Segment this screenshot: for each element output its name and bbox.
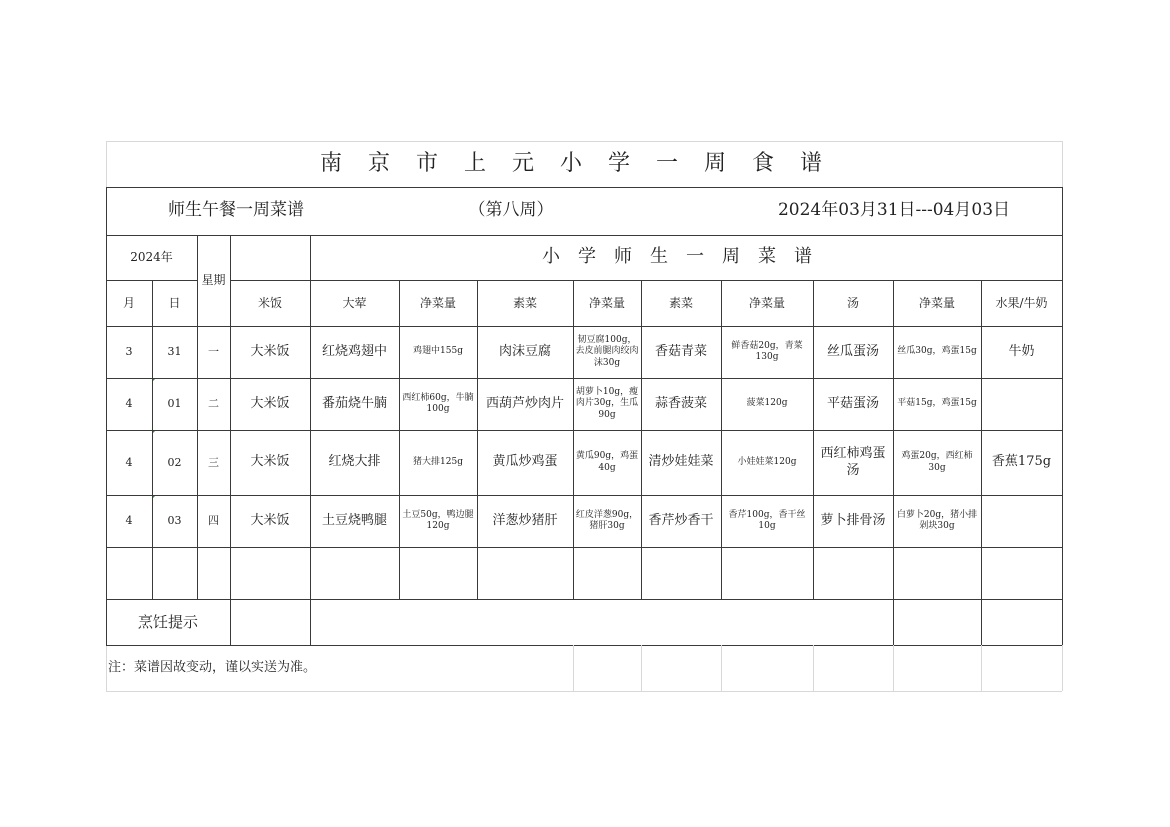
grid-line [721, 280, 722, 599]
cell-month: 4 [125, 455, 133, 469]
cell-veg1: 洋葱炒猪肝 [492, 512, 558, 528]
cell-veg2-amount: 小娃娃菜120g [737, 456, 797, 467]
menu-sheet [106, 141, 1062, 691]
grid-line [813, 645, 814, 691]
menu-subtitle: 小学师生一周菜谱 [542, 246, 830, 268]
cell-weekday: 四 [208, 514, 219, 528]
cell-veg2-amount: 菠菜120g [746, 398, 788, 409]
grid-line [106, 378, 1062, 379]
cell-soup: 萝卜排骨汤 [820, 512, 886, 528]
cell-soup: 丝瓜蛋汤 [826, 343, 879, 359]
cell-main-amount: 鸡翅中155g [413, 346, 463, 357]
cooking-tips-label: 烹饪提示 [137, 612, 198, 631]
cell-month: 4 [125, 514, 133, 528]
grid-line [893, 645, 894, 691]
cell-day: 31 [167, 345, 182, 359]
cell-veg2: 清炒娃娃菜 [648, 454, 714, 470]
cell-main-dish: 土豆烧鸭腿 [321, 512, 387, 528]
col-rice: 米饭 [257, 295, 282, 310]
grid-line [981, 645, 982, 691]
cell-month: 3 [125, 345, 133, 359]
cell-soup-amount: 平菇15g，鸡蛋15g [897, 398, 977, 409]
cell-main-amount: 西红柿60g，牛腩100g [402, 392, 474, 414]
cell-rice: 大米饭 [250, 454, 290, 470]
grid-line [721, 645, 722, 691]
cell-veg1: 肉沫豆腐 [498, 343, 551, 359]
grid-line [197, 235, 198, 599]
grid-line [106, 430, 1062, 431]
cell-veg1-amount: 韧豆腐100g，去皮前腿肉绞肉沫30g [575, 335, 639, 368]
grid-line [573, 280, 574, 599]
cell-soup: 西红柿鸡蛋汤 [820, 446, 886, 478]
cell-main-amount: 土豆50g，鸭边腿120g [402, 509, 474, 531]
grid-line [106, 141, 1062, 142]
grid-line [106, 645, 1062, 646]
grid-line [106, 326, 1062, 327]
date-range: 2024年03月31日---04月03日 [777, 200, 1011, 221]
col-main-dish: 大荤 [342, 295, 367, 310]
grid-line [106, 187, 1062, 188]
col-month: 月 [122, 295, 135, 310]
grid-line [310, 235, 311, 645]
grid-line [573, 645, 574, 691]
cell-main-dish: 番茄烧牛腩 [321, 395, 387, 411]
grid-line [399, 280, 400, 599]
grid-line [893, 280, 894, 645]
cell-month: 4 [125, 397, 133, 411]
col-veg2: 素菜 [668, 295, 693, 310]
grid-line [106, 691, 1062, 692]
cell-veg2-amount: 鲜香菇20g，青菜130g [731, 340, 803, 362]
grid-line [106, 599, 1062, 600]
cell-day: 02 [167, 455, 182, 469]
cell-day: 03 [167, 514, 182, 528]
grid-line [1062, 187, 1063, 645]
cell-veg2: 香菇青菜 [654, 343, 707, 359]
cell-fruit-milk [981, 495, 1062, 547]
grid-line [477, 280, 478, 599]
cell-veg1: 西葫芦炒肉片 [485, 395, 564, 411]
cell-weekday: 二 [208, 397, 219, 411]
grid-line [641, 645, 642, 691]
cell-fruit-milk [981, 378, 1062, 430]
grid-line [230, 235, 231, 645]
cell-soup-amount: 丝瓜30g，鸡蛋15g [897, 346, 977, 357]
cell-veg2: 香芹炒香干 [648, 512, 714, 528]
cell-main-amount: 猪大排125g [413, 456, 463, 467]
cell-soup-amount: 白萝卜20g，猪小排剁块30g [896, 509, 978, 531]
grid-line [230, 280, 1062, 281]
col-soup-amount: 净菜量 [918, 295, 955, 310]
grid-line [106, 235, 1062, 236]
col-fruit-milk: 水果/牛奶 [995, 295, 1048, 310]
grid-line [106, 547, 1062, 548]
week-label: （第八周） [468, 200, 554, 221]
cell-veg1-amount: 黄瓜90g，鸡蛋40g [575, 451, 639, 473]
col-day: 日 [168, 295, 181, 310]
weekday-label: 星期 [201, 273, 226, 287]
cell-soup: 平菇蛋汤 [826, 395, 879, 411]
grid-line [106, 495, 1062, 496]
cell-rice: 大米饭 [250, 343, 290, 359]
cell-veg1-amount: 胡萝卜10g，瘦肉片30g，生瓜90g [575, 387, 639, 420]
col-veg1-amount: 净菜量 [588, 295, 625, 310]
cell-soup-amount: 鸡蛋20g，西红柿30g [901, 451, 973, 473]
grid-line [106, 187, 107, 645]
page-title: 南京市上元小学一周食谱 [319, 151, 848, 177]
year-label: 2024年 [130, 250, 173, 264]
header-left: 师生午餐一周菜谱 [168, 200, 304, 221]
grid-line [641, 280, 642, 599]
cell-day: 01 [167, 397, 182, 411]
cell-main-dish: 红烧鸡翅中 [321, 343, 387, 359]
col-main-amount: 净菜量 [419, 295, 456, 310]
cell-main-dish: 红烧大排 [328, 454, 381, 470]
col-veg1: 素菜 [512, 295, 537, 310]
cell-weekday: 一 [208, 345, 219, 359]
grid-line [813, 280, 814, 599]
cell-fruit-milk: 香蕉175g [991, 454, 1052, 470]
cell-rice: 大米饭 [250, 395, 290, 411]
col-veg2-amount: 净菜量 [748, 295, 785, 310]
cell-veg2-amount: 香芹100g，香干丝10g [728, 509, 806, 531]
cell-fruit-milk: 牛奶 [1008, 343, 1035, 359]
cell-veg1-amount: 红皮洋葱90g，猪肝30g [575, 509, 639, 531]
cell-veg2: 蒜香菠菜 [654, 395, 707, 411]
footnote: 注：菜谱因故变动，谨以实送为准。 [108, 659, 317, 675]
cell-rice: 大米饭 [250, 512, 290, 528]
grid-line [152, 280, 153, 599]
cell-veg1: 黄瓜炒鸡蛋 [492, 454, 558, 470]
grid-line [981, 280, 982, 645]
cell-weekday: 三 [208, 455, 219, 469]
col-soup: 汤 [846, 295, 859, 310]
